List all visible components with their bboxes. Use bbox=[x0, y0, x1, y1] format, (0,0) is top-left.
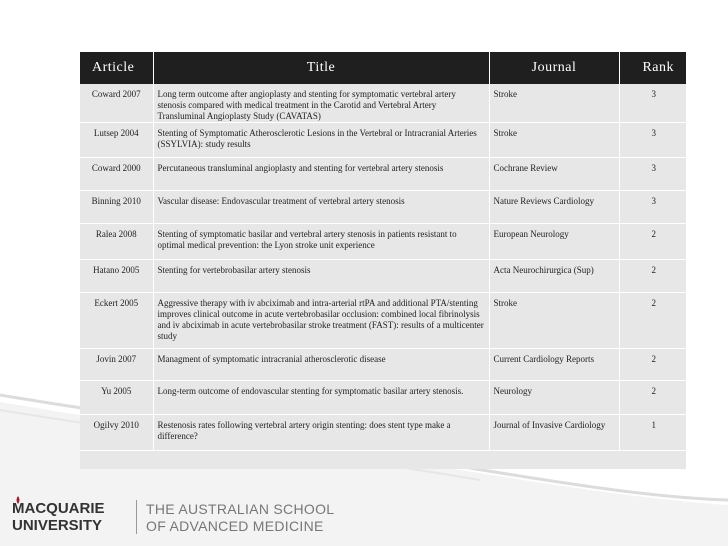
journal-cell: Neurology bbox=[489, 381, 619, 415]
journal-cell: Stroke bbox=[489, 84, 619, 123]
article-cell: Coward 2000 bbox=[80, 158, 153, 191]
journal-cell: Current Cardiology Reports bbox=[489, 349, 619, 381]
journal-cell: European Neurology bbox=[489, 224, 619, 260]
article-cell: Hatano 2005 bbox=[80, 260, 153, 293]
title-cell: Long-term outcome of endovascular stenting for symptomatic basilar artery stenosis. bbox=[153, 381, 489, 415]
table-row bbox=[80, 381, 686, 415]
table-header-row bbox=[80, 52, 686, 84]
rank-cell: 2 bbox=[619, 381, 686, 415]
article-cell: Binning 2010 bbox=[80, 191, 153, 224]
title-cell: Stenting of symptomatic basilar and vertebral artery stenosis in patients resistant to optimal medical prevention: the Lyon stroke unit experience bbox=[153, 224, 489, 260]
article-cell: Ralea 2008 bbox=[80, 224, 153, 260]
title-cell: Aggressive therapy with iv abciximab and intra-arterial rtPA and additional PTA/stenting improves clinical outcome in acute vertebrobasilar occlusion: combined local fibrinolysis and iv abciximab in acute vertebrobasilar stroke treatment (FAST): results of a multicenter study bbox=[153, 293, 489, 349]
rank-cell: 2 bbox=[619, 224, 686, 260]
rank-cell: 3 bbox=[619, 158, 686, 191]
rank-cell: 2 bbox=[619, 260, 686, 293]
header-rank: Rank bbox=[619, 52, 686, 84]
references-table bbox=[80, 52, 686, 451]
header-article: Article bbox=[80, 52, 153, 84]
article-cell: Yu 2005 bbox=[80, 381, 153, 415]
title-cell: Vascular disease: Endovascular treatment of vertebral artery stenosis bbox=[153, 191, 489, 224]
footer bbox=[0, 486, 728, 546]
article-cell: Eckert 2005 bbox=[80, 293, 153, 349]
table-row bbox=[80, 224, 686, 260]
title-cell: Restenosis rates following vertebral artery origin stenting: does stent type make a difference? bbox=[153, 415, 489, 451]
header-title: Title bbox=[153, 52, 489, 84]
rank-cell: 3 bbox=[619, 84, 686, 123]
school-name-line2: OF ADVANCED MEDICINE bbox=[146, 518, 324, 534]
table-row bbox=[80, 293, 686, 349]
school-name-line1: THE AUSTRALIAN SCHOOL bbox=[146, 501, 335, 517]
article-cell: Ogilvy 2010 bbox=[80, 415, 153, 451]
article-cell: Lutsep 2004 bbox=[80, 123, 153, 158]
title-cell: Stenting for vertebrobasilar artery stenosis bbox=[153, 260, 489, 293]
table-row bbox=[80, 415, 686, 451]
journal-cell: Acta Neurochirurgica (Sup) bbox=[489, 260, 619, 293]
university-name-line1: MACQUARIE bbox=[12, 500, 105, 517]
title-cell: Long term outcome after angioplasty and stenting for symptomatic vertebral artery stenosis compared with medical treatment in the Carotid and Vertebral Artery Transluminal Angioplasty Study (CAVATAS) bbox=[153, 84, 489, 123]
rank-cell: 3 bbox=[619, 191, 686, 224]
article-cell: Jovin 2007 bbox=[80, 349, 153, 381]
title-cell: Stenting of Symptomatic Atherosclerotic Lesions in the Vertebral or Intracranial Arteries (SSYLVIA): study results bbox=[153, 123, 489, 158]
table-row bbox=[80, 158, 686, 191]
table-row bbox=[80, 191, 686, 224]
references-table-container bbox=[80, 52, 686, 469]
rank-cell: 2 bbox=[619, 349, 686, 381]
title-cell: Managment of symptomatic intracranial atherosclerotic disease bbox=[153, 349, 489, 381]
journal-cell: Nature Reviews Cardiology bbox=[489, 191, 619, 224]
table-row bbox=[80, 349, 686, 381]
rank-cell: 2 bbox=[619, 293, 686, 349]
rank-cell: 3 bbox=[619, 123, 686, 158]
university-wordmark bbox=[12, 500, 105, 534]
journal-cell: Cochrane Review bbox=[489, 158, 619, 191]
journal-cell: Journal of Invasive Cardiology bbox=[489, 415, 619, 451]
school-name bbox=[146, 501, 334, 535]
university-name-line2: UNIVERSITY bbox=[12, 517, 103, 534]
journal-cell: Stroke bbox=[489, 123, 619, 158]
table-row bbox=[80, 84, 686, 123]
table-row bbox=[80, 123, 686, 158]
rank-cell: 1 bbox=[619, 415, 686, 451]
table-row bbox=[80, 260, 686, 293]
footer-divider bbox=[136, 500, 137, 534]
journal-cell: Stroke bbox=[489, 293, 619, 349]
article-cell: Coward 2007 bbox=[80, 84, 153, 123]
header-journal: Journal bbox=[489, 52, 619, 84]
title-cell: Percutaneous transluminal angioplasty and stenting for vertebral artery stenosis bbox=[153, 158, 489, 191]
